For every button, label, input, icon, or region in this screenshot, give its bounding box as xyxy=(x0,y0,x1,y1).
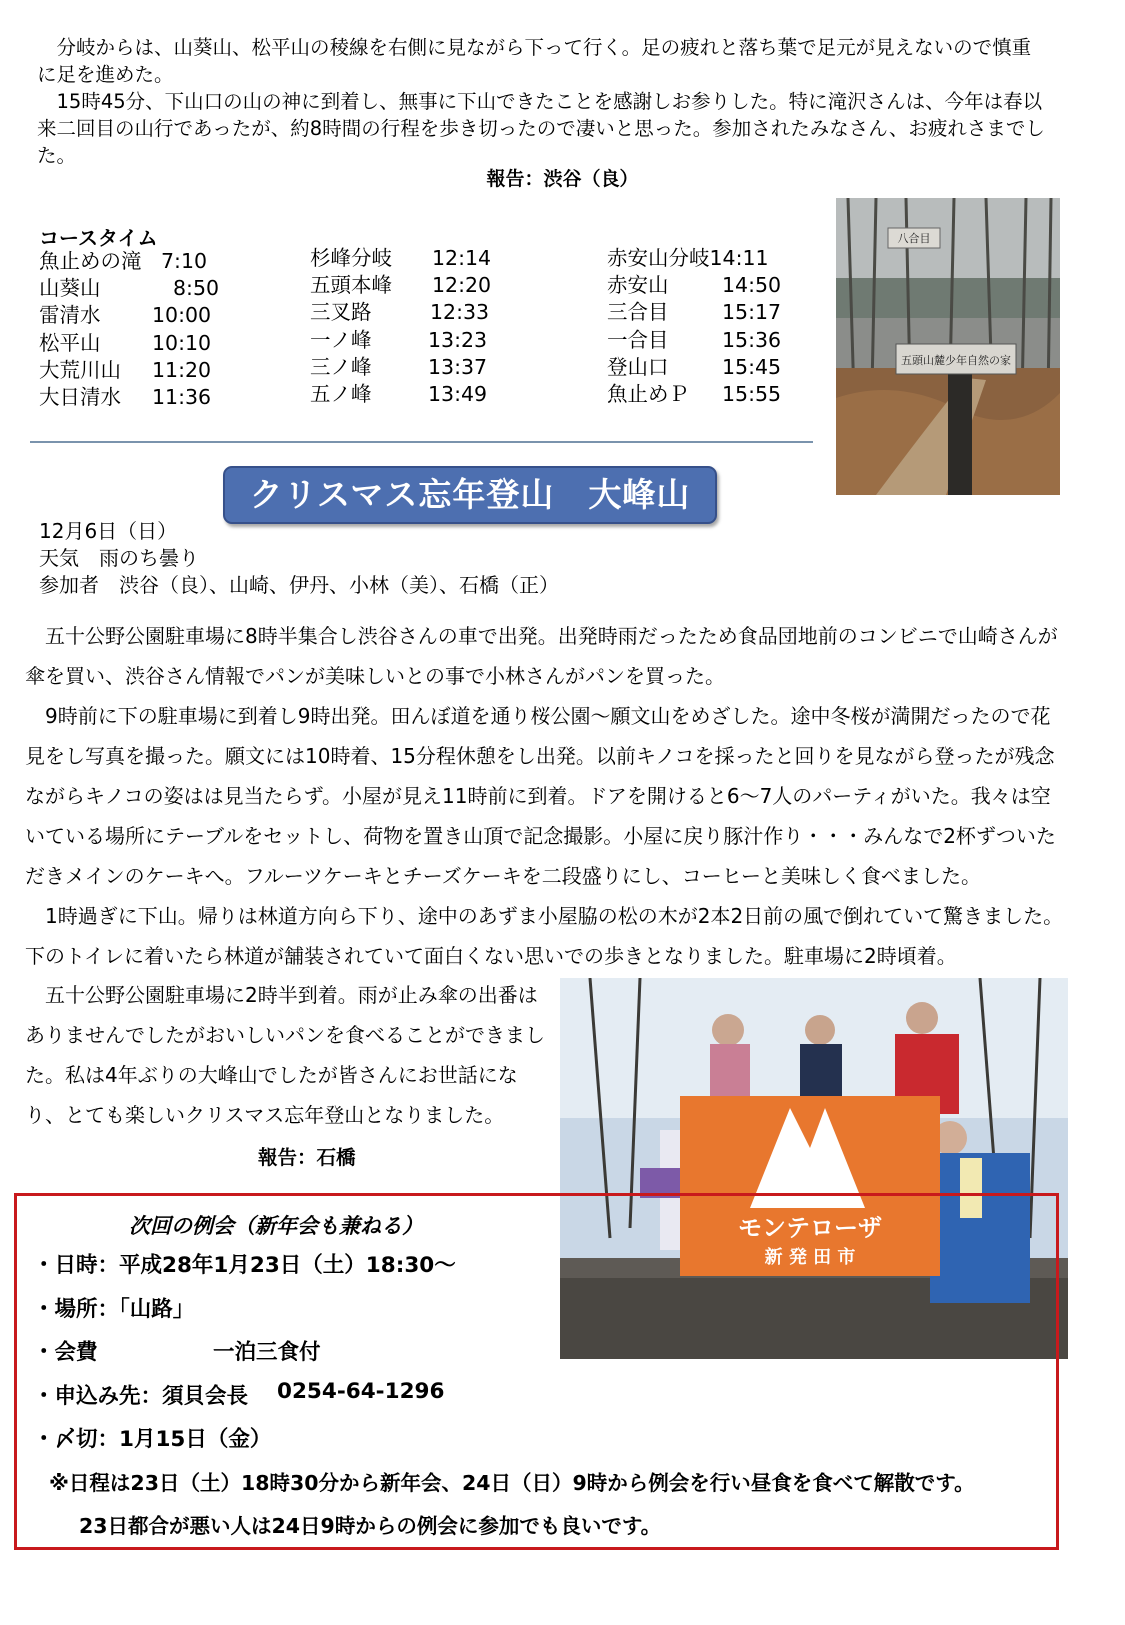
course-time: 7:10 xyxy=(161,249,208,273)
notice-note-2: 23日都合が悪い人は24日9時からの例会に参加でも良いです。 xyxy=(79,1514,662,1538)
course-time: 10:10 xyxy=(152,330,212,355)
course-place: 五ノ峰 xyxy=(310,382,372,407)
report-1: 報告：渋谷（良） xyxy=(486,168,639,190)
course-row xyxy=(607,299,807,326)
course-time: 10:00 xyxy=(152,303,212,328)
course-row xyxy=(607,354,807,381)
section-divider xyxy=(30,441,813,443)
course-time: 12:14 xyxy=(432,246,492,270)
course-row xyxy=(39,357,239,384)
course-place: 大日清水 xyxy=(39,385,121,410)
course-row xyxy=(310,299,510,326)
event-weather: 天気 雨のち曇り xyxy=(39,546,199,570)
notice-note-1: ※日程は23日（土）18時30分から新年会、24日（日）9時から例会を行い昼食を食べて解散です。 xyxy=(49,1471,975,1495)
course-time: 15:55 xyxy=(722,382,782,407)
course-row xyxy=(39,248,239,275)
body-paragraph-3: 1時過ぎに下山。帰りは林道方向ら下り、途中のあずま小屋脇の松の木が2本2日前の風で倒れていて驚きました。下のトイレに着いたら林道が舗装されていて面白くない思いでの歩きとなりました。駐車場に2時頃着。 xyxy=(25,904,1064,968)
report-2: 報告：石橋 xyxy=(258,1146,356,1169)
course-row xyxy=(310,354,510,381)
course-place: 魚止めＰ xyxy=(607,382,689,407)
body-paragraph-1: 五十公野公園駐車場に8時半集合し渋谷さんの車で出発。出発時雨だったため食品団地前のコンビニで山崎さんが傘を買い、渋谷さん情報でパンが美味しいとの事で小林さんがパンを買った。 xyxy=(25,624,1058,688)
report-body-narrow xyxy=(25,975,545,1135)
flag-city-name: 新 発 田 市 xyxy=(764,1247,856,1268)
course-row xyxy=(607,381,807,408)
course-row xyxy=(39,275,239,302)
notice-deadline: ・〆切：1月15日（金） xyxy=(33,1427,272,1452)
course-row xyxy=(607,245,807,272)
course-row xyxy=(310,381,510,408)
course-place: 五頭本峰 xyxy=(310,273,392,298)
course-row xyxy=(607,272,807,299)
course-time: 11:20 xyxy=(152,357,212,382)
course-place: 山葵山 xyxy=(39,276,101,301)
course-place: 三ノ峰 xyxy=(310,354,372,379)
course-place: 杉峰分岐 xyxy=(310,246,392,270)
course-row xyxy=(39,330,239,357)
report-body xyxy=(25,616,1070,976)
course-place: 赤安山 xyxy=(607,273,669,298)
course-time: 14:11 xyxy=(709,246,769,270)
event-meta xyxy=(39,518,559,599)
course-place: 魚止めの滝 xyxy=(39,249,142,273)
course-time: 12:33 xyxy=(430,300,490,325)
notice-contact-label: ・申込み先：須貝会長 xyxy=(33,1384,249,1409)
course-time: 13:49 xyxy=(428,382,488,407)
course-place: 三合目 xyxy=(607,300,669,325)
course-time: 15:17 xyxy=(722,300,782,325)
intro-text xyxy=(37,34,1047,169)
course-place: 松平山 xyxy=(39,330,101,355)
course-place: 三叉路 xyxy=(310,300,372,325)
course-column-1 xyxy=(39,248,239,411)
course-place: 一合目 xyxy=(607,327,669,352)
course-row xyxy=(310,272,510,299)
intro-paragraph-1: 分岐からは、山葵山、松平山の稜線を右側に見ながら下って行く。足の疲れと落ち葉で足元が見えないので慎重に足を進めた。 xyxy=(37,36,1032,86)
course-time: 12:20 xyxy=(432,273,492,298)
course-time: 15:36 xyxy=(722,327,782,352)
course-place: 一ノ峰 xyxy=(310,327,372,352)
sign-top-text: 八合目 xyxy=(897,232,931,245)
next-meeting-notice xyxy=(14,1193,1059,1550)
course-time: 11:36 xyxy=(152,385,212,410)
course-place: 大荒川山 xyxy=(39,357,121,382)
course-place: 登山口 xyxy=(607,354,669,379)
flag-club-name: モンテローザ xyxy=(738,1214,882,1242)
body-paragraph-2: 9時前に下の駐車場に到着し9時出発。田んぼ道を通り桜公園～願文山をめざした。途中冬桜が満開だったので花見をし写真を撮った。願文には10時着、15分程休憩をし出発。以前キノコを採ったと回りを見ながら登ったが残念ながらキノコの姿はは見当たらず。小屋が見え11時前に到着。ドアを開けると6～7人のパーティがいた。我々は空いている場所にテーブルをセットし、荷物を置き山頂で記念撮影。小屋に戻り豚汁作り・・・みんなで2杯ずついただきメインのケーキへ。フルーツケーキとチーズケーキを二段盛りにし、コーヒーと美味しく食べました。 xyxy=(25,704,1056,888)
body-paragraph-4: 五十公野公園駐車場に2時半到着。雨が止み傘の出番はありませんでしたがおいしいパンを食べることができました。私は4年ぶりの大峰山でしたが皆さんにお世話になり、とても楽しいクリスマス忘年登山となりました。 xyxy=(25,983,545,1127)
course-row xyxy=(310,327,510,354)
signpost-photo xyxy=(836,198,1060,495)
notice-fee-value: 一泊三食付 xyxy=(213,1340,321,1365)
event-date: 12月6日（日） xyxy=(39,519,178,543)
notice-title: 次回の例会（新年会も兼ねる） xyxy=(129,1214,423,1238)
course-row xyxy=(39,302,239,329)
sign-main-text: 五頭山麓少年自然の家 xyxy=(901,354,1011,367)
course-time: 13:23 xyxy=(428,327,488,352)
course-row xyxy=(39,384,239,411)
course-time: 15:45 xyxy=(722,354,782,379)
notice-fee-label: ・会費 xyxy=(33,1340,98,1365)
course-row xyxy=(607,327,807,354)
notice-place: ・場所：「山路」 xyxy=(33,1297,195,1322)
course-place: 雷清水 xyxy=(39,303,101,328)
notice-contact-phone: 0254-64-1296 xyxy=(277,1379,445,1404)
course-column-2 xyxy=(310,245,510,408)
notice-date: ・日時：平成28年1月23日（土）18:30～ xyxy=(33,1253,456,1278)
intro-paragraph-2: 15時45分、下山口の山の神に到着し、無事に下山できたことを感謝しお参りした。特に滝沢さんは、今年は春以来二回目の山行であったが、約8時間の行程を歩き切ったので凄いと思った。参加されたみなさん、お疲れさまでした。 xyxy=(37,90,1045,167)
event-participants: 参加者 渋谷（良）、山崎、伊丹、小林（美）、石橋（正） xyxy=(39,573,559,597)
course-time: 8:50 xyxy=(173,276,220,301)
event-title-banner: クリスマス忘年登山 大峰山 xyxy=(223,466,717,524)
course-column-3 xyxy=(607,245,807,408)
course-place: 赤安山分岐 xyxy=(607,246,710,270)
course-time-title: コースタイム xyxy=(39,226,158,250)
course-row xyxy=(310,245,510,272)
course-time: 13:37 xyxy=(428,354,488,379)
course-time: 14:50 xyxy=(722,273,782,298)
